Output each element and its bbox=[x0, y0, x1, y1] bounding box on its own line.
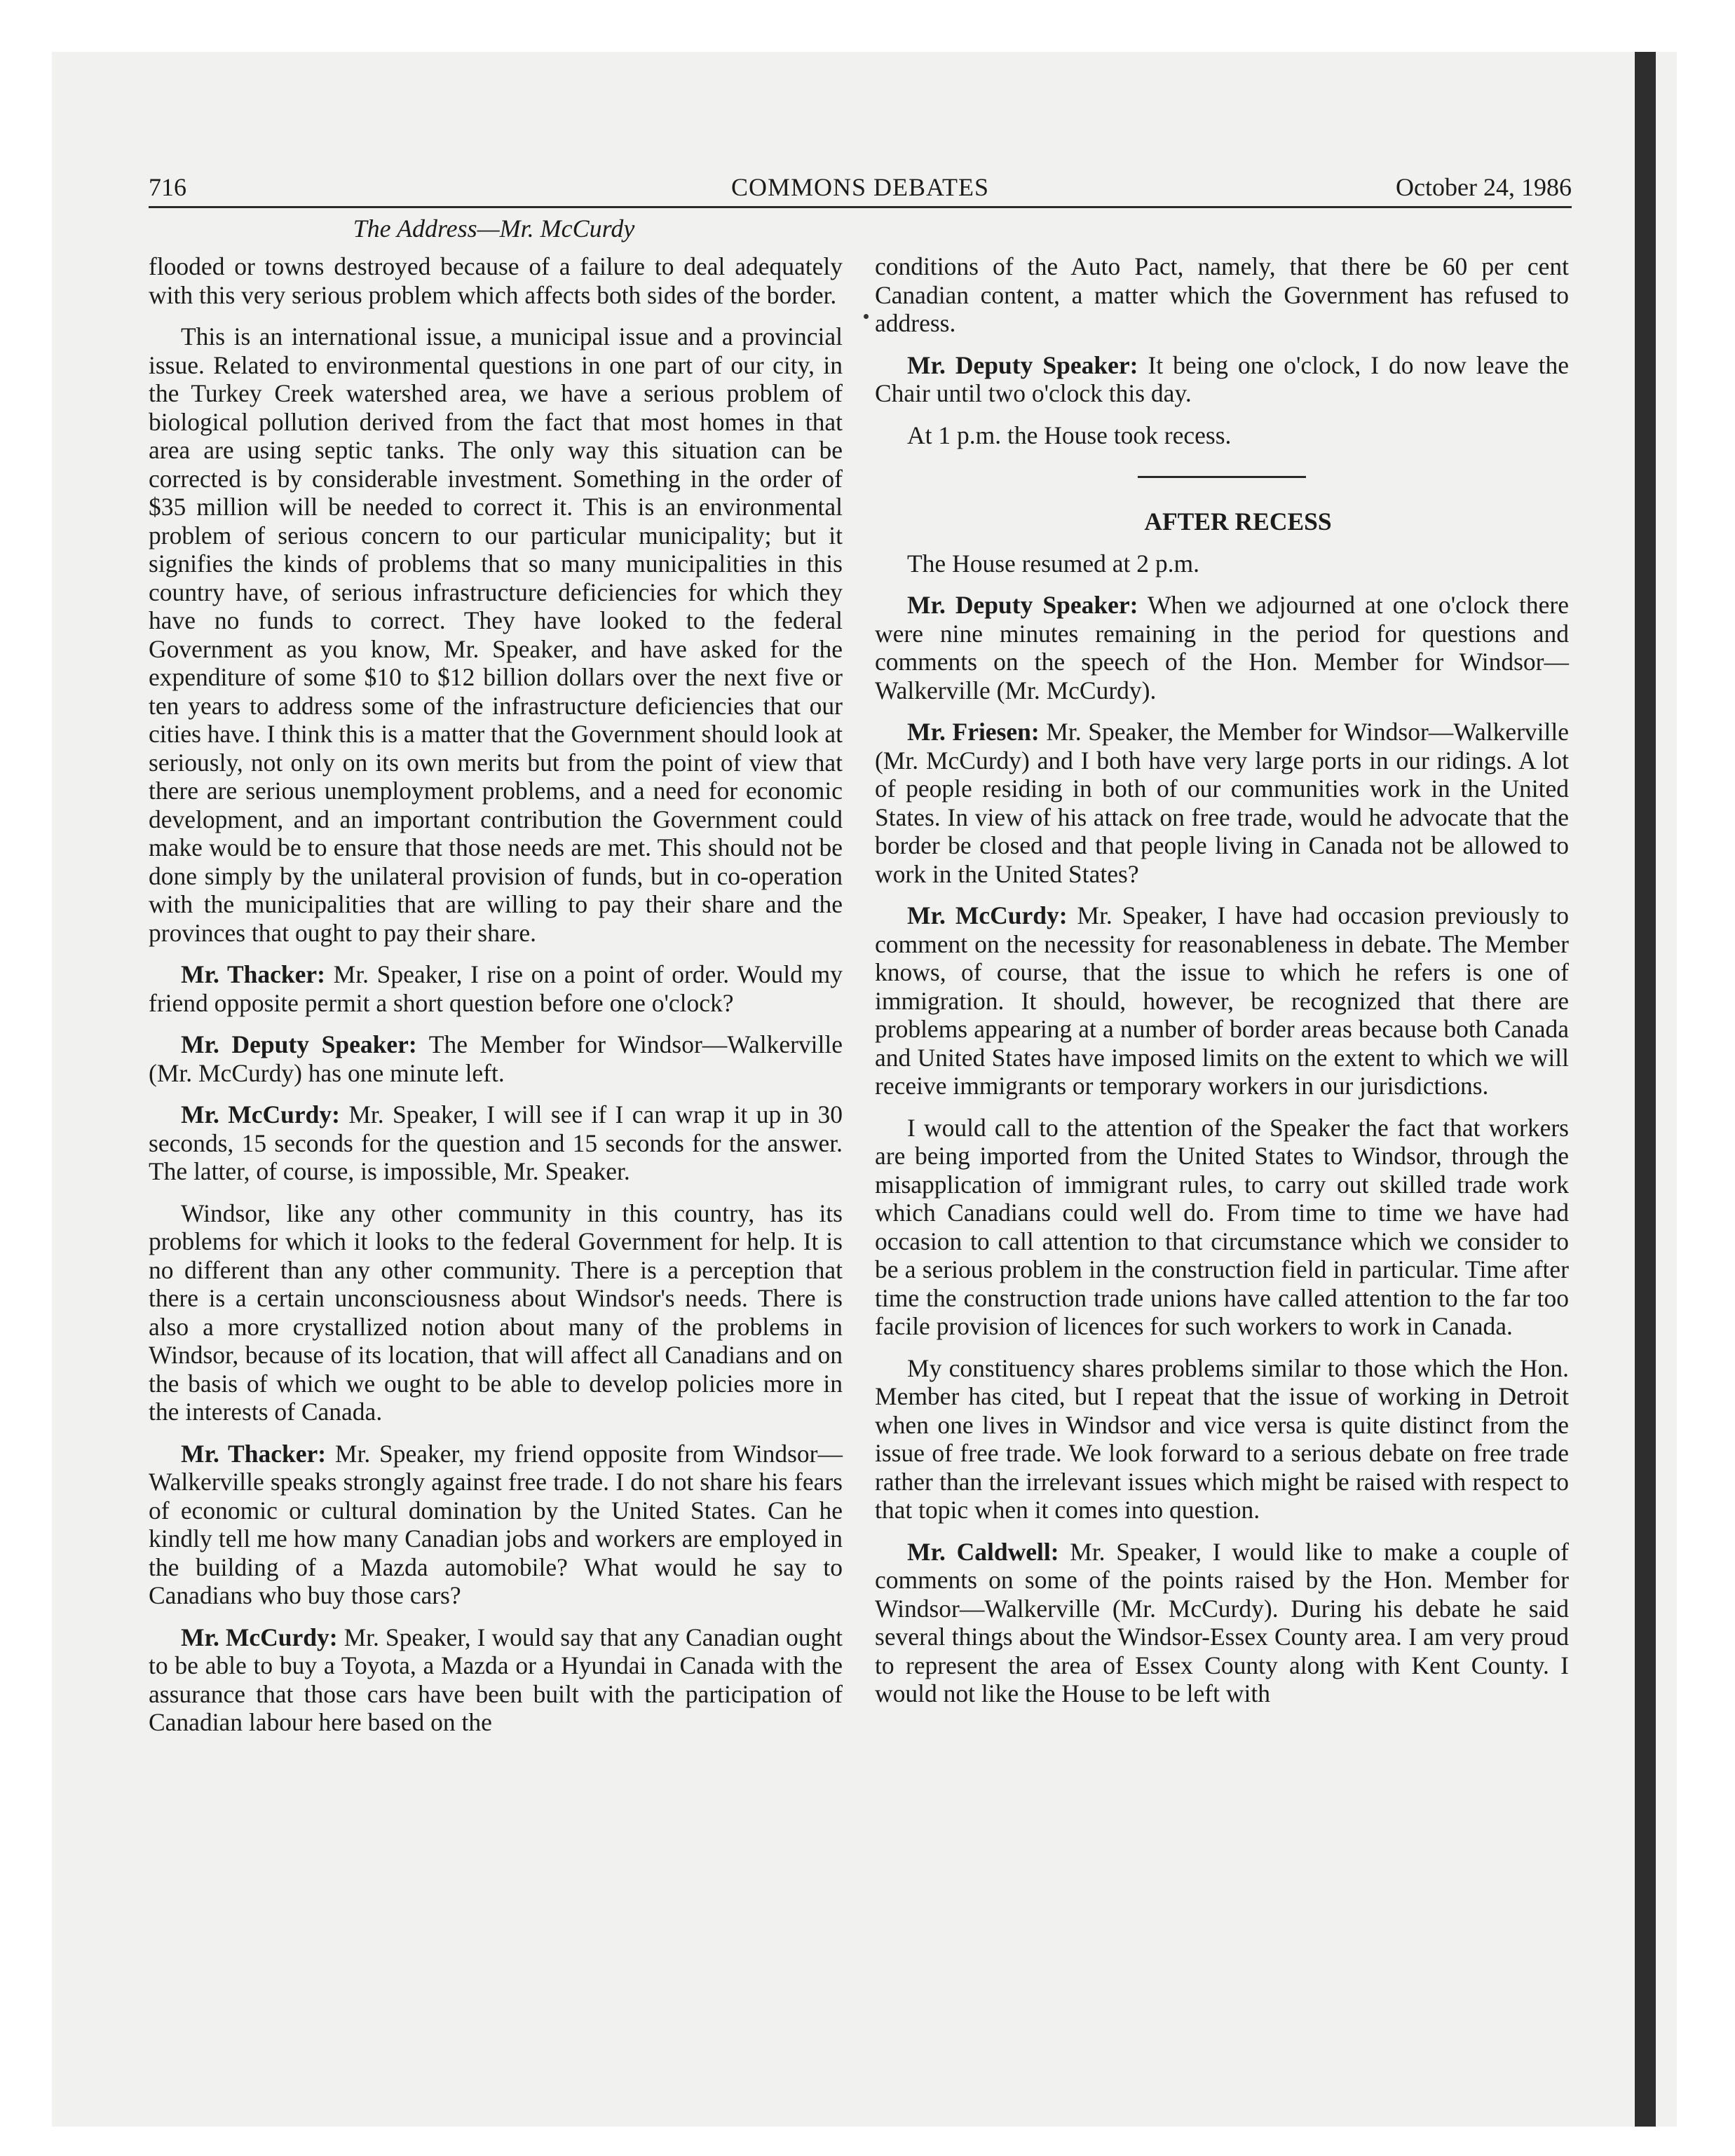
page-number: 716 bbox=[149, 173, 186, 201]
speech-text: Mr. Speaker, I would like to make a couple of comments on some of the points raised by the Hon. Member for Windsor—Walkerville (Mr. McCurdy). During his debate he said several things about the Windsor-Essex County area. I am very proud to represent the area of Essex County along with Kent County. I would not like the House to be left with bbox=[875, 1537, 1569, 1707]
paragraph: I would call to the attention of the Speaker the fact that workers are being imported from the United States to Windsor, through the misapplication of immigrant rules, to carry out skilled trade work which Canadians could well do. From time to time we have had occasion to call attention to that circumstance which we consider to be a serious problem in the construction field in particular. Time after time the construction trade unions have called attention to the far too facile provision of licences for such workers to work in Canada. bbox=[875, 1113, 1569, 1340]
speech-paragraph bbox=[875, 351, 1569, 408]
paragraph: flooded or towns destroyed because of a failure to deal adequately with this very serious problem which affects both sides of the border. bbox=[149, 252, 843, 309]
speech-text: Mr. Speaker, my friend opposite from Windsor—Walkerville speaks strongly against free trade. I do not share his fears of economic or cultural domination by the United States. Can he kindly tell me how many Canadian jobs and workers are employed in the building of a Mazda automobile? What would he say to Canadians who buy those cars? bbox=[149, 1439, 843, 1609]
speech-text: The Member for Windsor—Walkerville (Mr. McCurdy) has one minute left. bbox=[149, 1030, 843, 1087]
paragraph: Windsor, like any other community in this country, has its problems for which it looks to the federal Government for help. It is no different than any other community. There is a perception that there is a certain unconsciousness about Windsor's needs. There is also a more crystallized notion about many of the problems in Windsor, because of its location, that will affect all Canadians and on the basis of which we ought to be able to develop policies more in the interests of Canada. bbox=[149, 1199, 843, 1426]
speaker-name: Mr. Friesen: bbox=[907, 718, 1040, 746]
scan-edge-shadow bbox=[1635, 52, 1656, 2127]
right-column bbox=[875, 252, 1569, 1721]
speech-paragraph bbox=[149, 1030, 843, 1087]
speech-paragraph bbox=[875, 591, 1569, 704]
speech-text: When we adjourned at one o'clock there were nine minutes remaining in the period for questions and comments on the speech of the Hon. Member for Windsor—Walkerville (Mr. McCurdy). bbox=[875, 591, 1569, 704]
speech-text: Mr. Speaker, I rise on a point of order. Would my friend opposite permit a short question before one o'clock? bbox=[149, 960, 843, 1017]
paragraph: conditions of the Auto Pact, namely, that there be 60 per cent Canadian content, a matter which the Government has refused to address. bbox=[875, 252, 1569, 337]
section-divider bbox=[1138, 476, 1306, 478]
speech-text: Mr. Speaker, the Member for Windsor—Walkerville (Mr. McCurdy) and I both have very large ports in our ridings. A lot of people residing in both of our communities work in the United States. In view of his attack on free trade, would he advocate that the border be closed and that people living in Canada not be allowed to work in the United States? bbox=[875, 718, 1570, 888]
paragraph: My constituency shares problems similar to those which the Hon. Member has cited, but I repeat that the issue of working in Detroit when one lives in Windsor and vice versa is quite distinct from the issue of free trade. We look forward to a serious debate on free trade rather than the irrelevant issues which might be raised with respect to that topic when it comes into question. bbox=[875, 1353, 1569, 1524]
page-header bbox=[149, 168, 1572, 208]
speaker-name: Mr. Caldwell: bbox=[907, 1537, 1059, 1566]
paragraph: The House resumed at 2 p.m. bbox=[907, 549, 1200, 578]
paragraph: At 1 p.m. the House took recess. bbox=[907, 421, 1232, 449]
speech-paragraph bbox=[149, 960, 843, 1017]
section-heading: AFTER RECESS bbox=[1144, 507, 1332, 535]
speech-paragraph bbox=[875, 718, 1569, 888]
speech-text: Mr. Speaker, I have had occasion previously to comment on the necessity for reasonableness in debate. The Member knows, of course, that the issue to which he refers is one of immigration. It should, however, be recognized that there are problems appearing at a number of border areas because both Canada and United States have imposed limits on the extent to which we will receive immigrants or temporary workers in our jurisdictions. bbox=[875, 901, 1569, 1100]
speaker-name: Mr. Thacker: bbox=[181, 960, 325, 988]
margin-dot bbox=[864, 314, 869, 319]
page-date: October 24, 1986 bbox=[1396, 173, 1572, 201]
speech-paragraph bbox=[149, 1440, 843, 1610]
speaker-name: Mr. Deputy Speaker: bbox=[181, 1030, 417, 1058]
left-column bbox=[149, 252, 843, 1750]
running-head: The Address—Mr. McCurdy bbox=[353, 214, 635, 243]
speaker-name: Mr. Thacker: bbox=[181, 1439, 327, 1468]
speech-paragraph bbox=[875, 1538, 1569, 1708]
publication-title: COMMONS DEBATES bbox=[730, 173, 990, 201]
speaker-name: Mr. Deputy Speaker: bbox=[907, 350, 1138, 379]
paragraph: This is an international issue, a municipal issue and a provincial issue. Related to environmental questions in one part of our city, in the Turkey Creek watershed area, we have a serious problem of biological pollution derived from the fact that most homes in that area are using septic tanks. The only way this situation can be corrected is by considerable investment. Something in the order of $35 million will be needed to correct it. This is an environmental problem of serious concern to our particular municipality; but it signifies the kinds of problems that so many municipalities in this country have, of serious infrastructure deficiencies for which they have no funds to correct. They have looked to the federal Government as you know, Mr. Speaker, and have asked for the expenditure of some $10 to $12 billion dollars over the next five or ten years to address some of the infrastructure deficiencies that our cities have. I think this is a matter that the Government should look at seriously, not only on its own merits but from the point of view that there are serious unemployment problems, and a need for economic development, and an important contribution the Government could make would be to ensure that those needs are met. This should not be done simply by the unilateral provision of funds, but in co-operation with the municipalities that are willing to pay their share and the provinces that ought to pay their share. bbox=[149, 322, 843, 947]
speaker-name: Mr. McCurdy: bbox=[181, 1100, 340, 1128]
speaker-name: Mr. McCurdy: bbox=[907, 901, 1068, 929]
speech-paragraph bbox=[149, 1623, 843, 1737]
speech-text: Mr. Speaker, I will see if I can wrap it up in 30 seconds, 15 seconds for the question and 15 seconds for the answer. The latter, of course, is impossible, Mr. Speaker. bbox=[149, 1100, 843, 1185]
speech-paragraph bbox=[875, 901, 1569, 1100]
speech-text: It being one o'clock, I do now leave the Chair until two o'clock this day. bbox=[875, 350, 1569, 407]
speaker-name: Mr. Deputy Speaker: bbox=[907, 591, 1138, 619]
speech-paragraph bbox=[149, 1100, 843, 1186]
speech-text: Mr. Speaker, I would say that any Canadian ought to be able to buy a Toyota, a Mazda or a Hyundai in Canada with the assurance that those cars have been built with the participation of Canadian labour here based on the bbox=[149, 1623, 843, 1736]
speaker-name: Mr. McCurdy: bbox=[181, 1623, 338, 1651]
